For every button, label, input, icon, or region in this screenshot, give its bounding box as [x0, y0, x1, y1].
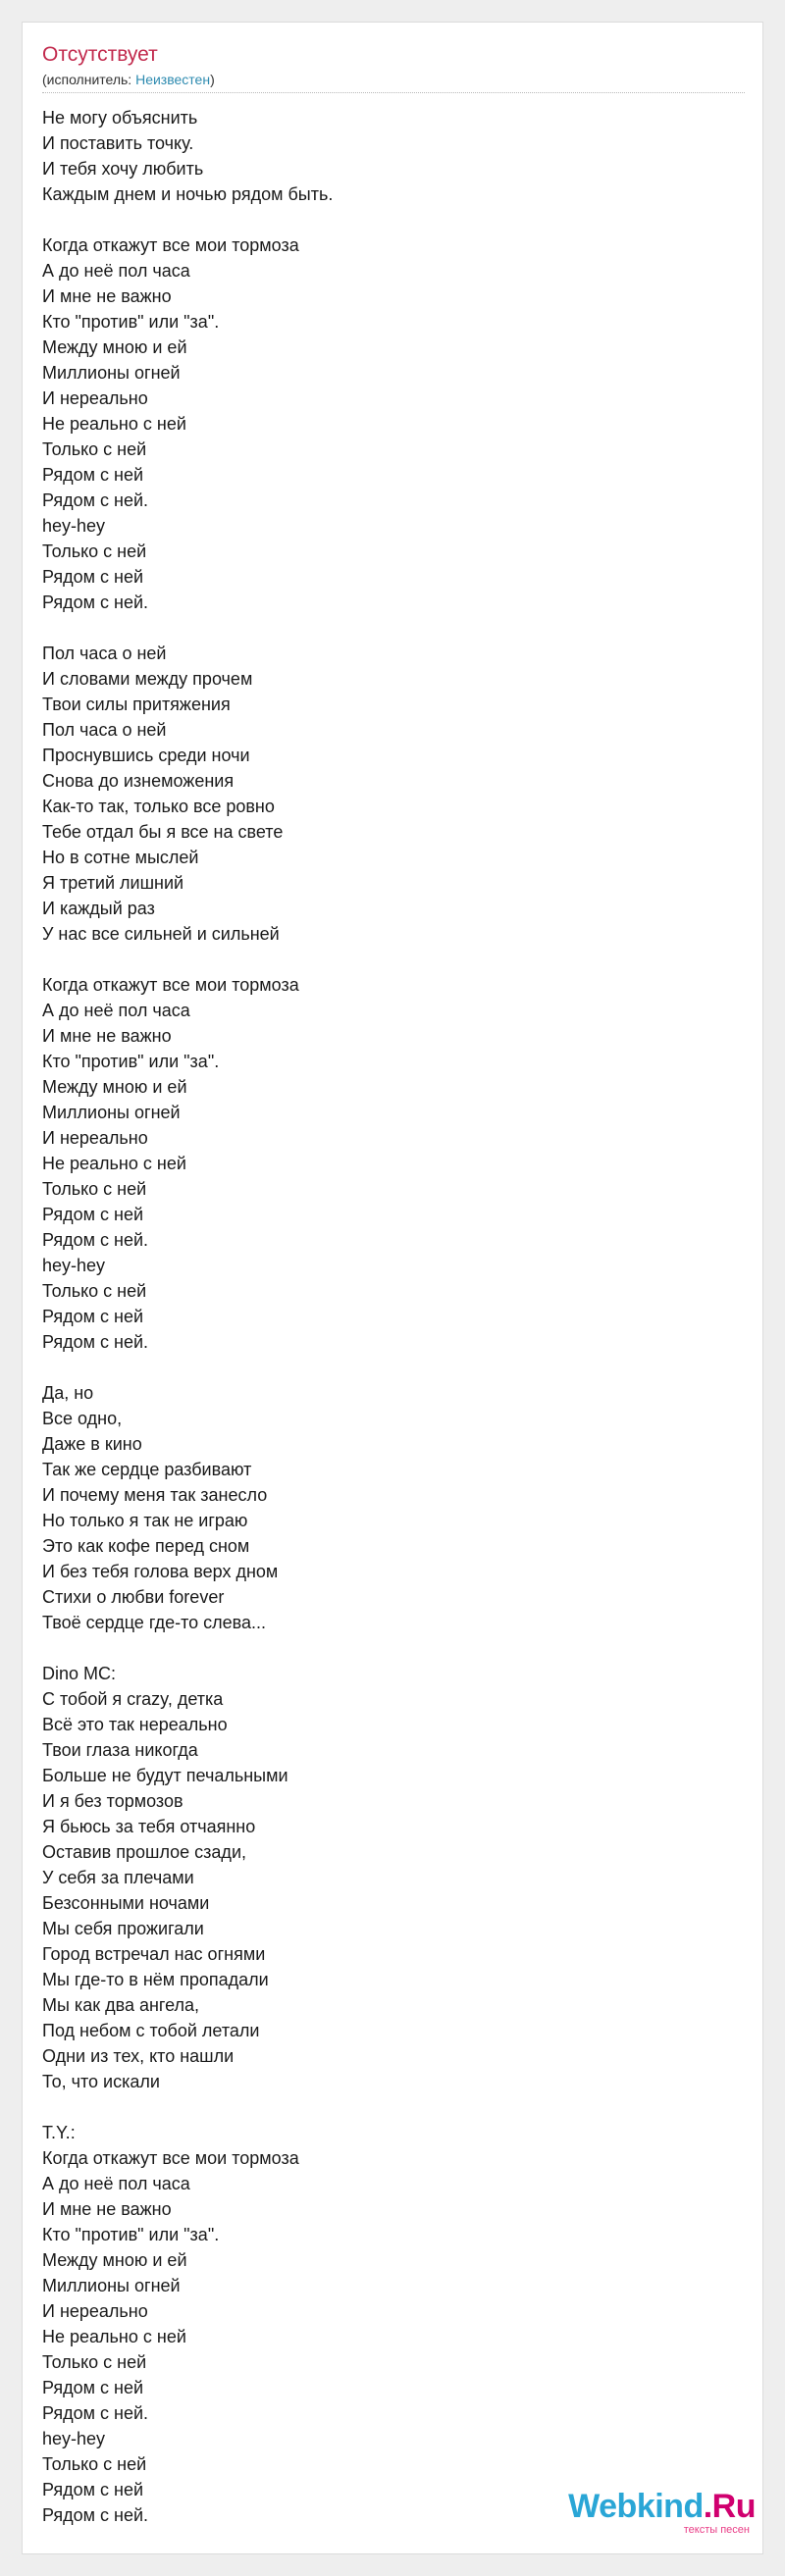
lyric-line: Даже в кино [42, 1434, 142, 1454]
lyric-line: Мы где-то в нём пропадали [42, 1970, 269, 1989]
lyric-line: Я третий лишний [42, 873, 184, 893]
lyric-line: А до неё пол часа [42, 2174, 190, 2193]
stanza-gap [42, 1635, 745, 1661]
lyric-line: T.Y.: [42, 2123, 76, 2142]
lyric-line: Так же сердце разбивают [42, 1460, 252, 1479]
lyric-line: Твои силы притяжения [42, 695, 231, 714]
lyric-line: Проснувшись среди ночи [42, 746, 250, 765]
logo-wordmark [568, 2487, 756, 2526]
artist-link[interactable]: Неизвестен [135, 72, 211, 87]
lyric-line: И без тебя голова верх дном [42, 1562, 279, 1581]
webkind-logo[interactable] [550, 2487, 756, 2546]
lyric-line: Рядом с ней. [42, 2505, 149, 2525]
lyric-line: Каждым днем и ночью рядом быть. [42, 184, 334, 204]
lyric-line: Кто "против" или "за". [42, 2225, 220, 2244]
lyric-line: И нереально [42, 2301, 148, 2321]
lyric-line: Пол часа о ней [42, 644, 167, 663]
lyric-line: То, что искали [42, 2072, 160, 2091]
lyric-line: hey-hey [42, 2429, 106, 2448]
lyric-line: Только с ней [42, 1281, 147, 1301]
artist-byline [42, 71, 215, 88]
lyrics-body [42, 105, 745, 2528]
lyric-line: Рядом с ней [42, 1205, 144, 1224]
lyric-line: Только с ней [42, 541, 147, 561]
lyric-line: Всё это так нереально [42, 1715, 228, 1734]
lyric-line: Больше не будут печальными [42, 1766, 288, 1785]
lyric-line: Рядом с ней [42, 1307, 144, 1326]
lyric-line: Стихи о любви forever [42, 1587, 225, 1607]
lyric-line: Рядом с ней. [42, 592, 149, 612]
lyric-line: Только с ней [42, 2352, 147, 2372]
lyric-line: Рядом с ней [42, 2378, 144, 2397]
lyric-line: С тобой я crazy, детка [42, 1689, 224, 1709]
logo-brand-suffix: .Ru [703, 2488, 756, 2525]
lyric-line: И нереально [42, 388, 148, 408]
stanza-gap [42, 2094, 745, 2120]
lyric-line: И словами между прочем [42, 669, 253, 689]
logo-tagline: тексты песен [683, 2524, 750, 2536]
lyric-line: Не реально с ней [42, 414, 186, 434]
lyric-line: И мне не важно [42, 286, 172, 306]
lyric-line: Миллионы огней [42, 2276, 181, 2295]
stanza-gap [42, 615, 745, 641]
lyric-line: И каждый раз [42, 899, 155, 918]
lyric-line: Рядом с ней. [42, 490, 149, 510]
lyric-line: А до неё пол часа [42, 1001, 190, 1020]
lyric-line: И почему меня так занесло [42, 1485, 268, 1505]
lyric-line: Под небом с тобой летали [42, 2021, 260, 2040]
lyric-line: Между мною и ей [42, 337, 187, 357]
lyric-line: Да, но [42, 1383, 94, 1403]
lyric-line: Когда откажут все мои тормоза [42, 2148, 299, 2168]
lyric-line: Рядом с ней. [42, 1230, 149, 1250]
lyric-line: Рядом с ней. [42, 2403, 149, 2423]
lyric-line: Все одно, [42, 1409, 123, 1428]
lyric-line: Оставив прошлое сзади, [42, 1842, 246, 1862]
lyric-line: Снова до изнеможения [42, 771, 235, 791]
lyric-line: Рядом с ней [42, 465, 144, 485]
lyric-line: Только с ней [42, 2454, 147, 2474]
lyric-line: Рядом с ней. [42, 1332, 149, 1352]
lyric-line: И мне не важно [42, 2199, 172, 2219]
lyric-line: Пол часа о ней [42, 720, 167, 740]
lyric-line: Но в сотне мыслей [42, 848, 199, 867]
lyric-line: Миллионы огней [42, 363, 181, 383]
lyric-line: У себя за плечами [42, 1868, 194, 1887]
lyrics-card [22, 22, 763, 2554]
lyric-line: Не реально с ней [42, 2327, 186, 2346]
lyric-line: Но только я так не играю [42, 1511, 248, 1530]
lyric-line: Безсонными ночами [42, 1893, 210, 1913]
logo-brand-main: Webkind [568, 2488, 704, 2525]
lyric-line: Как-то так, только все ровно [42, 797, 275, 816]
lyric-line: Город встречал нас огнями [42, 1944, 266, 1964]
lyric-line: И я без тормозов [42, 1791, 183, 1811]
lyric-line: Мы как два ангела, [42, 1995, 200, 2015]
artist-prefix: (исполнитель: [42, 72, 136, 87]
lyric-line: Это как кофе перед сном [42, 1536, 250, 1556]
header-divider [42, 92, 745, 93]
lyric-line: А до неё пол часа [42, 261, 190, 281]
lyric-line: Когда откажут все мои тормоза [42, 975, 299, 995]
lyric-line: Когда откажут все мои тормоза [42, 235, 299, 255]
lyric-line: Мы себя прожигали [42, 1919, 204, 1938]
lyric-line: hey-hey [42, 516, 106, 536]
lyric-line: Тебе отдал бы я все на свете [42, 822, 284, 842]
lyric-line: Рядом с ней [42, 567, 144, 587]
lyric-line: И нереально [42, 1128, 148, 1148]
song-title: Отсутствует [42, 43, 158, 66]
lyric-line: Миллионы огней [42, 1103, 181, 1122]
lyric-line: Между мною и ей [42, 2250, 187, 2270]
lyric-line: Только с ней [42, 439, 147, 459]
lyric-line: Я бьюсь за тебя отчаянно [42, 1817, 256, 1836]
lyric-line: Твои глаза никогда [42, 1740, 198, 1760]
lyric-line: И тебя хочу любить [42, 159, 204, 179]
lyric-line: И мне не важно [42, 1026, 172, 1046]
lyric-line: hey-hey [42, 1256, 106, 1275]
lyric-line: У нас все сильней и сильней [42, 924, 280, 944]
lyric-line: Кто "против" или "за". [42, 1052, 220, 1071]
lyric-line: Одни из тех, кто нашли [42, 2046, 235, 2066]
lyric-line: Рядом с ней [42, 2480, 144, 2499]
stanza-gap [42, 207, 745, 232]
lyric-line: И поставить точку. [42, 133, 194, 153]
stanza-gap [42, 1355, 745, 1380]
lyric-line: Твоё сердце где-то слева... [42, 1613, 267, 1632]
stanza-gap [42, 947, 745, 972]
lyric-line: Кто "против" или "за". [42, 312, 220, 332]
lyric-line: Dino MC: [42, 1664, 117, 1683]
lyric-line: Между мною и ей [42, 1077, 187, 1097]
artist-suffix: ) [210, 72, 215, 87]
lyric-line: Не могу объяснить [42, 108, 198, 128]
lyric-line: Только с ней [42, 1179, 147, 1199]
lyric-line: Не реально с ней [42, 1154, 186, 1173]
